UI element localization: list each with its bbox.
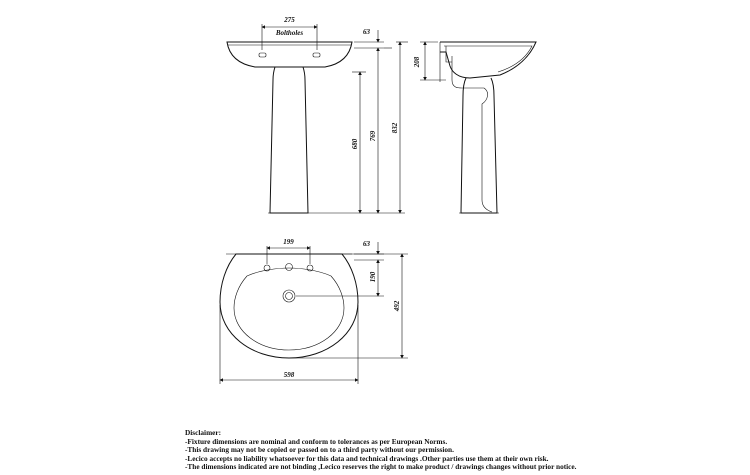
front-bolthole-dimension: 275 — [284, 16, 295, 24]
disclaimer-line: -Lecico accepts no liability whatsoever for this data and technical drawings .Other parties use them at their own risk. — [185, 453, 549, 463]
front-top-offset-dimension: 63 — [363, 28, 370, 36]
pedestal-height-dimension: 680 — [351, 138, 359, 150]
front-pedestal-outline — [270, 67, 308, 213]
front-bolthole-left — [259, 53, 266, 57]
disclaimer-line: -This drawing may not be copied or passed on to a third party without our permission. — [185, 445, 454, 455]
pedestal-to-rim-dimension: 769 — [369, 130, 377, 142]
side-basin-outline — [440, 42, 536, 78]
disclaimer-line: -The dimensions indicated are not binding ,Lecico reserves the right to make product / drawings changes without prior notice. — [185, 462, 577, 472]
disclaimer-block — [185, 429, 745, 472]
tap-hole-spacing-dimension: 199 — [283, 238, 294, 246]
plan-basin-outline — [220, 254, 358, 358]
plan-view — [220, 238, 408, 384]
overall-height-dimension: 832 — [391, 122, 399, 134]
plan-tap-hole-center — [286, 264, 293, 271]
plan-bowl-outline — [234, 268, 344, 350]
plan-width-dimension: 598 — [283, 371, 295, 379]
plan-waste-outlet — [283, 290, 295, 302]
side-elevation — [413, 42, 536, 213]
plan-waste-offset-dimension: 190 — [369, 271, 377, 283]
side-basin-depth-dimension: 208 — [413, 56, 421, 68]
plan-back-offset-dimension: 63 — [363, 240, 370, 248]
plan-depth-dimension: 492 — [393, 300, 401, 312]
disclaimer-title: Disclaimer: — [185, 428, 222, 437]
disclaimer-line: -Fixture dimensions are nominal and conform to tolerances as per European Norms. — [185, 436, 448, 446]
front-bolthole-right — [313, 53, 320, 57]
front-bolthole-label: Boltholes — [275, 29, 304, 37]
front-elevation — [227, 16, 408, 213]
plan-tap-hole-right — [307, 265, 313, 271]
side-pedestal-outline — [461, 78, 497, 213]
front-basin-outline — [227, 42, 352, 67]
